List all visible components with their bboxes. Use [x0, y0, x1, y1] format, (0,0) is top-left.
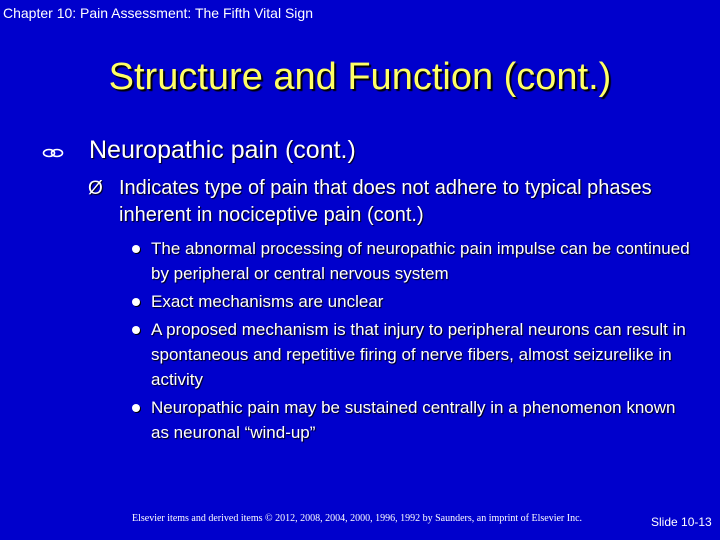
chain-link-icon	[42, 140, 64, 158]
bullet-dot-icon	[132, 298, 140, 306]
bullet-level3-text: A proposed mechanism is that injury to peripheral neurons can result in spontaneous and repetitive firing of nerve fibers, almost seizurelike in activity	[151, 320, 686, 389]
bullet-level3-text: Neuropathic pain may be sustained centrally in a phenomenon known as neuronal “wind-up”	[151, 398, 676, 442]
bullet-level2-text: Indicates type of pain that does not adhere to typical phases inherent in nociceptive pain (cont.)	[119, 177, 652, 226]
bullet-level3-text: Exact mechanisms are unclear	[151, 292, 384, 311]
chapter-header: Chapter 10: Pain Assessment: The Fifth Vital Sign	[3, 5, 313, 21]
bullet-level1-text: Neuropathic pain (cont.)	[89, 136, 356, 164]
bullet-level3-text: The abnormal processing of neuropathic pain impulse can be continued by peripheral or central nervous system	[151, 239, 690, 283]
copyright-notice: Elsevier items and derived items © 2012, 2008, 2004, 2000, 1996, 1992 by Saunders, an imprint of Elsevier Inc.	[132, 513, 583, 524]
bullet-dot-icon	[132, 245, 140, 253]
bullet-dot-icon	[132, 326, 140, 334]
bullet-dot-icon	[132, 404, 140, 412]
arrowhead-icon: Ø	[88, 178, 103, 199]
slide-number: Slide 10-13	[651, 515, 712, 529]
slide-title: Structure and Function (cont.)	[108, 56, 612, 98]
